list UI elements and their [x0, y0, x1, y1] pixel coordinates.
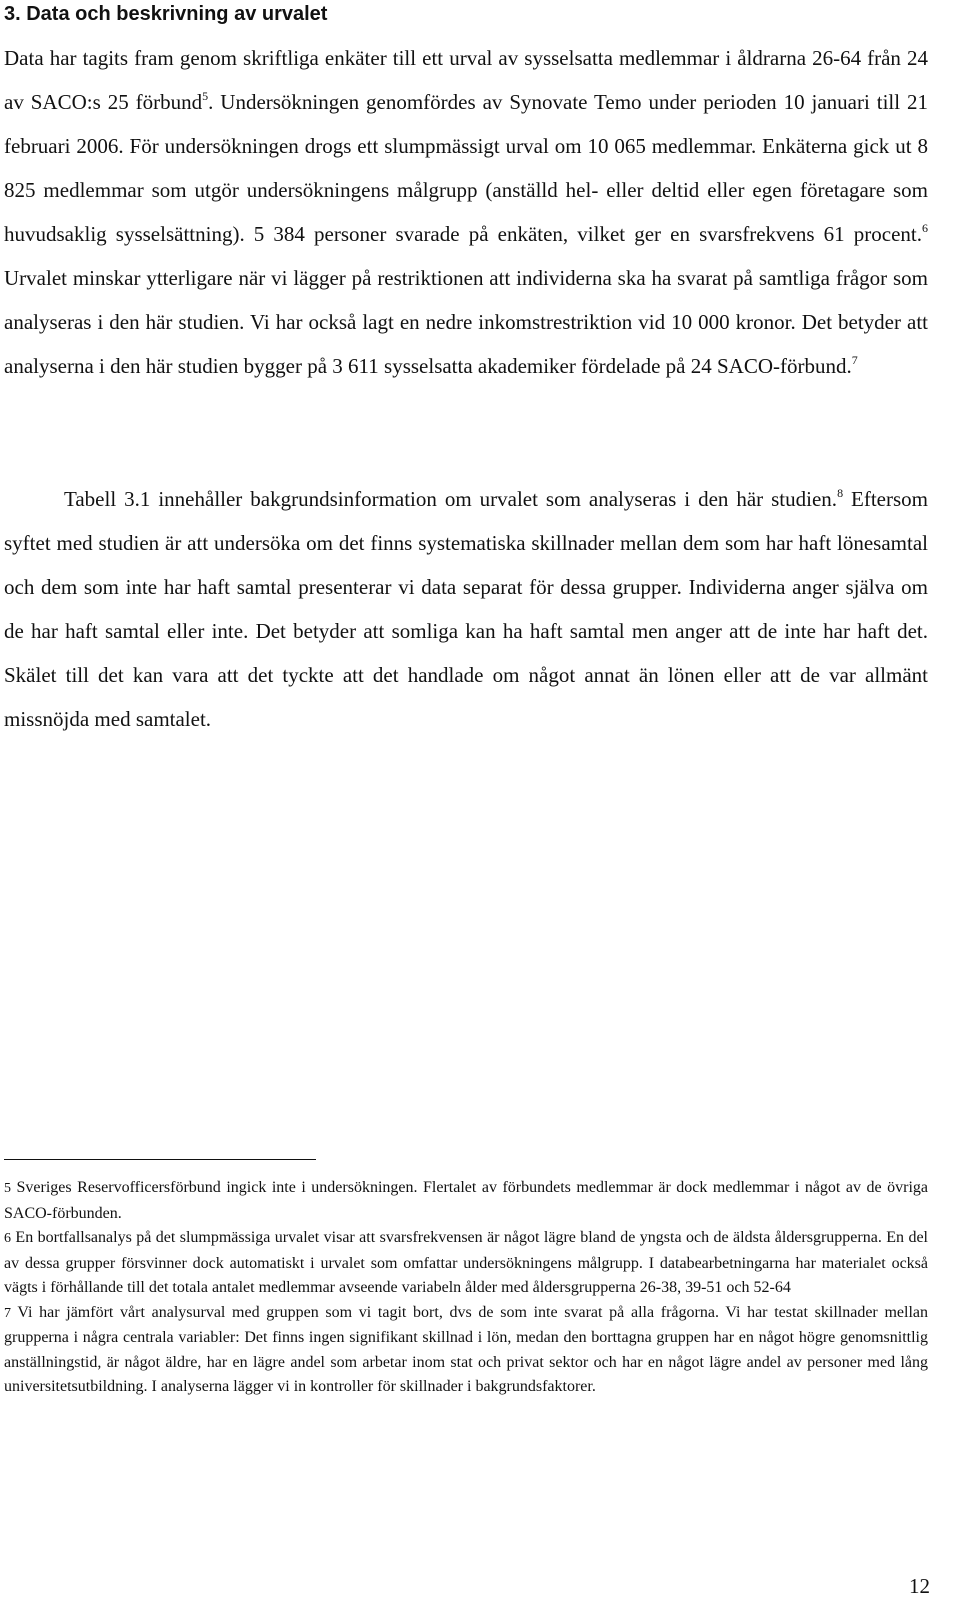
footnote-ref-5[interactable]: 5 [202, 89, 209, 103]
para2-sentence-2: Eftersom syftet med studien är att undersöka om det finns systematiska skillnader mellan dem som har haft lönesamtal och dem som inte har haft samtal presenterar vi data separat för dessa grupper. Individerna anger själva om de har haft samtal eller inte. Det betyder att somliga kan ha haft samtal men anger att de inte har haft det. Skälet till det kan vara att det tyckte att det handlade om något annat än lönen eller att de var allmänt missnöjda med samtalet. [4, 487, 928, 731]
footnote-text: Sveriges Reservofficersförbund ingick inte i undersökningen. Flertalet av förbundets medlemmar är dock medlemmar i något av de övriga SACO-förbunden. [4, 1179, 929, 1222]
para1-sentence-3: Urvalet minskar ytterligare när vi lägger på restriktionen att individerna ska ha svarat på samtliga frågor som analyseras i den här studien. Vi har också lagt en nedre inkomstrestriktion vid 10 000 kronor. Det betyder att analyserna i den här studien bygger på 3 611 sysselsatta akademiker fördelade på 24 SACO-förbund. [4, 266, 928, 378]
para1-sentence-2: . Undersökningen genomfördes av Synovate Temo under perioden 10 januari till 21 februari 2006. För undersökningen drogs ett slumpmässigt urval om 10 065 medlemmar. Enkäterna gick ut 8 825 medlemmar som utgör undersökningens målgrupp (anställd hel- eller deltid eller egen företagare som huvudsaklig sysselsättning). 5 384 personer svarade på enkäten, vilket ger en svarsfrekvens 61 procent. [4, 90, 928, 246]
footnote-number: 5 [4, 1181, 11, 1196]
footnote-text: En bortfallsanalys på det slumpmässiga urvalet visar att svarsfrekvensen är något lägre bland de yngsta och de äldsta åldersgrupperna. En del av dessa grupper försvinner dock automatiskt i urvalet som omfattar undersökningens målgrupp. I databearbetningarna har materialet också vägts i förhållande till det totala antalet medlemmar avseende variabeln ålder med åldersgrupperna 26-38, 39-51 och 52-64 [4, 1229, 928, 1296]
footnote-7 [4, 1301, 928, 1400]
body-paragraph-1 [4, 36, 928, 388]
page-number: 12 [909, 1574, 930, 1598]
footnote-6 [4, 1226, 928, 1301]
footnote-5 [4, 1176, 928, 1226]
footnotes [4, 1176, 928, 1400]
footnote-separator [4, 1159, 316, 1160]
section-heading: 3. Data och beskrivning av urvalet [4, 3, 328, 25]
para1-sentence-1: Data har tagits fram genom skriftliga enkäter till ett urval av sysselsatta medlemmar i åldrarna 26-64 från 24 av SACO:s 25 förbund [4, 46, 928, 114]
footnote-number: 6 [4, 1231, 11, 1246]
footnote-ref-6[interactable]: 6 [922, 221, 928, 235]
footnote-text: Vi har jämfört vårt analysurval med gruppen som vi tagit bort, dvs de som inte svarat på alla frågorna. Vi har testat skillnader mellan grupperna i några centrala variabler: Det finns ingen signifikant skillnad i lön, medan den borttagna gruppen har en något högre genomsnittlig anställningstid, är något äldre, har en lägre andel som arbetar inom stat och privat sektor och har en något lägre andel av personer med lång universitetsutbildning. I analyserna lägger vi in kontroller för skillnader i bakgrundsfaktorer. [4, 1303, 928, 1395]
body-paragraph-2 [4, 477, 928, 741]
para2-sentence-1: Tabell 3.1 innehåller bakgrundsinformation om urvalet som analyseras i den här studien. [64, 487, 838, 511]
footnote-ref-7[interactable]: 7 [851, 353, 858, 367]
footnote-number: 7 [4, 1305, 11, 1321]
footnote-ref-8[interactable]: 8 [837, 486, 844, 500]
